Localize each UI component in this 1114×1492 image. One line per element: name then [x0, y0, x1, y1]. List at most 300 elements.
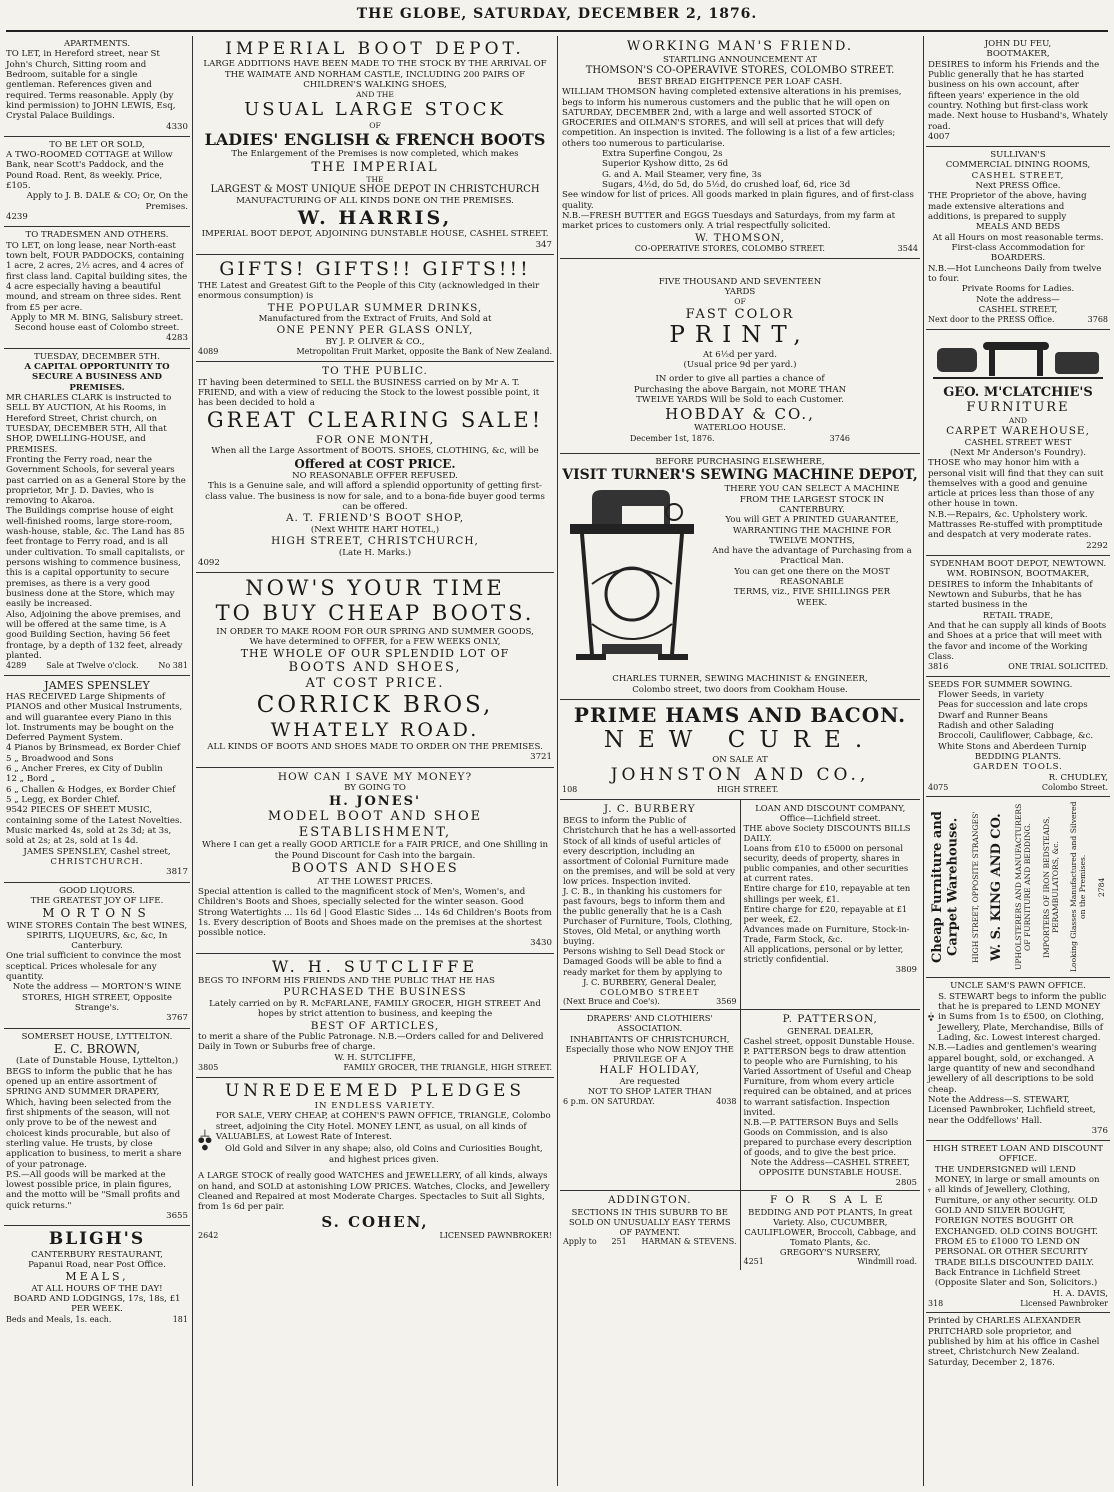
- on-sale: ON SALE AT: [712, 754, 768, 765]
- ad-body: IT having been determined to SELL the BUSINESS carried on by Mr A. T. FRIEND, and with a view of reducing the Stock to the lowest possible point, it has been decided to hold a: [198, 377, 540, 409]
- ad-body: When all the Large Assortment of BOOTS. SHOES, CLOTHING, &c, will be: [211, 446, 539, 457]
- ad-body: A LARGE STOCK of really good WATCHES and JEWELLERY, of all kinds, always on hand, and SOLD at astonishing LOW PRICES. Watches, Clocks, and Jewellery Cleaned and Repaired at most Moderate Charges. Spectacles to Suit all Sights, from 1s 6d per pair.: [198, 1171, 550, 1213]
- ad-number: 4075: [928, 782, 949, 792]
- ad-body: INHABITANTS OF CHRISTCHURCH, Especially those who NOW ENJOY THE PRIVILEGE OF A: [565, 1033, 734, 1064]
- ad-auction: [4, 349, 190, 676]
- ad-apply: Apply to J. B. DALE & CO; Or, On the Premises.: [26, 191, 188, 212]
- ad-date: December 1st, 1876.: [630, 433, 715, 443]
- ad-apartments: [4, 36, 190, 137]
- ad-body: This is a Genuine sale, and will afford a splendid opportunity of getting first-class value. The business is now for sale, and to a bona-fide buyer good terms can be offered.: [205, 481, 545, 512]
- ad-body: Manufactured from the Extract of Fruits, And Sold at: [258, 314, 492, 325]
- cohen-text: [216, 1111, 552, 1171]
- furniture: FURNITURE: [966, 400, 1070, 416]
- ad-hobday: [560, 259, 920, 454]
- ad-footer: [744, 1257, 918, 1267]
- ad-number: 3805: [198, 1063, 219, 1073]
- ad-number: 3816: [928, 662, 949, 672]
- ad-body: N.B.—P. PATTERSON Buys and Sells Goods on Commission, and is also prepared to purchase every description of goods, and to give the best price.: [743, 1116, 912, 1157]
- waterloo: WATERLOO HOUSE.: [694, 423, 786, 434]
- turner-text: [706, 484, 918, 674]
- ad-burbery: [560, 800, 740, 1010]
- ad-sub: COMMERCIAL DINING ROOMS,: [945, 160, 1091, 171]
- ad-heading: TO BUY CHEAP BOOTS.: [215, 601, 535, 626]
- jones-name: H. JONES': [329, 793, 421, 809]
- ad-next: Next door to the PRESS Office.: [928, 315, 1055, 325]
- turner-line: FROM THE LARGEST STOCK IN: [739, 494, 885, 505]
- ad-city: CHRISTCHURCH.: [50, 856, 144, 867]
- ad-spensley: [4, 676, 190, 883]
- ad-heading: SEEDS FOR SUMMER SOWING.: [928, 679, 1073, 690]
- ad-number: 3569: [716, 996, 737, 1006]
- new-cure: NEW CURE.: [603, 726, 877, 753]
- apply: Apply to: [563, 1237, 597, 1247]
- ad-heading: BLIGH'S: [48, 1229, 146, 1250]
- sewing-machine-icon: [562, 484, 702, 674]
- ad-footer: [198, 1063, 552, 1073]
- ad-number: 3430: [530, 938, 552, 949]
- ad-footer: [6, 1315, 188, 1325]
- ad-number: 2642: [198, 1230, 219, 1240]
- corrick-name: CORRICK BROS,: [256, 691, 494, 718]
- ad-street: HIGH STREET.: [717, 785, 779, 795]
- ad-heading: J. C. BURBERY: [603, 802, 696, 815]
- ad-heading: WM. ROBINSON, BOOTMAKER,: [946, 569, 1090, 580]
- ad-next: Next PRESS Office.: [975, 181, 1061, 192]
- the-imperial: THE IMPERIAL: [311, 159, 439, 175]
- ad-next: (Next Mr Anderson's Foundry).: [950, 447, 1086, 458]
- ad-heading: ADDINGTON.: [607, 1194, 692, 1207]
- ad-address: Papanui Road, near Post Office.: [28, 1260, 166, 1271]
- ad-address: Windmill road.: [857, 1257, 917, 1267]
- ad-heading: JAMES SPENSLEY: [44, 678, 150, 692]
- ad-sign: W. H. SUTCLIFFE,: [334, 1052, 416, 1063]
- ad-number: 3767: [166, 1013, 188, 1024]
- ad-hams: [560, 700, 920, 800]
- list-item: Peas for succession and late crops: [938, 700, 1088, 711]
- ad-address: Note the address — MORTON'S WINE STORES, HIGH STREET, Opposite Strange's.: [12, 982, 182, 1014]
- ad-ps: P.S.—All goods will be marked at the lowest possible price, in plain figures, and the motto will be "Small profits and quick returns.": [6, 1169, 181, 1211]
- usual-price: (Usual price 9d per yard.): [683, 360, 797, 371]
- ad-footer: [928, 315, 1108, 325]
- ad-number: 2805: [895, 1177, 917, 1188]
- tools: GARDEN TOOLS.: [973, 762, 1063, 773]
- ad-body: THOSE who may honor him with a personal visit will find that they can suit themselves with a good and genuine article at prices less than those of any other house in town.: [928, 458, 1104, 510]
- ad-footer: [563, 997, 737, 1007]
- column-4: [926, 36, 1110, 1486]
- ad-sullivan: [926, 147, 1110, 330]
- ad-heading: SULLIVAN'S: [990, 150, 1046, 161]
- ad-body: Entire charge for £20, repayable at £1 per week, £2.: [743, 903, 908, 924]
- ad-heading: A CAPITAL OPPORTUNITY TO SECURE A BUSINESS AND PREMISES.: [24, 362, 170, 393]
- ad-number: 318: [928, 1298, 944, 1308]
- ad-number: 4092: [198, 557, 220, 568]
- ad-footer: [630, 434, 850, 444]
- price: At 6½d per yard.: [702, 349, 778, 360]
- king-line: IMPORTERS OF IRON BEDSTEADS, PERAMBULATORS, &c.: [1041, 816, 1060, 959]
- ad-gifts: [196, 255, 554, 362]
- ad-late: (Late H. Marks.): [338, 547, 412, 558]
- line: YARDS: [724, 287, 756, 298]
- ad-liquors: [4, 883, 190, 1029]
- usual-stock: USUAL LARGE STOCK: [244, 99, 506, 121]
- ad-number: 108: [562, 785, 578, 795]
- ad-body: HAS RECEIVED Large Shipments of PIANOS and other Musical Instruments, and will guarantee every Piano in this lot. Instruments may be bought on the Deferred Payment System.: [6, 691, 183, 744]
- ad-sign: J. C. BURBERY, General Dealer,: [583, 976, 717, 987]
- before: BEFORE PURCHASING ELSEWHERE,: [655, 457, 825, 468]
- print: PRINT,: [669, 322, 811, 349]
- ad-apply: Apply to MR M. BING, Salisbury street. Second house east of Colombo street.: [10, 312, 184, 334]
- summer-drinks: THE POPULAR SUMMER DRINKS,: [267, 301, 483, 314]
- price-list: [562, 149, 918, 190]
- ad-street: COLOMBO STREET: [599, 986, 700, 997]
- ad-robinson: [926, 556, 1110, 677]
- ad-brown: [4, 1029, 190, 1227]
- ad-heading: P. PATTERSON,: [782, 1013, 878, 1026]
- ad-number: 4038: [716, 1096, 737, 1106]
- ad-footer: [928, 783, 1108, 793]
- lot-number: No 381: [158, 661, 188, 671]
- cohen-body: [198, 1111, 552, 1171]
- ad-sign: JAMES SPENSLEY, Cashel street,: [23, 846, 171, 857]
- split-row: [560, 1191, 920, 1270]
- ad-davis: [926, 1141, 1110, 1313]
- imprint: Printed by CHARLES ALEXANDER PRITCHARD sole proprietor, and published by him at his office in Cashel street, Christchurch New Zealand. Saturday, December 2, 1876.: [928, 1316, 1100, 1368]
- list-item: Extra Superfine Congou, 2s: [602, 149, 723, 160]
- ad-body: LARGE ADDITIONS HAVE BEEN MADE TO THE STOCK BY THE ARRIVAL OF THE WAIMATE AND NORHAM CASTLE, INCLUDING 200 PAIRS OF CHILDREN'S WALKING SHOES,: [203, 59, 547, 91]
- ad-number: 3746: [829, 433, 850, 443]
- ad-body: TO LET, in Hereford street, near St John's Church, Sitting room and Bedroom, suitable for a single gentleman. References given and required. Terms reasonable. Apply (by kind permission) to JOHN LEWIS, Esq, Crystal Palace Buildings.: [6, 49, 176, 122]
- ad-footer: [928, 662, 1108, 672]
- ad-chudley: [926, 677, 1110, 798]
- ad-address: IMPERIAL BOOT DEPOT, ADJOINING DUNSTABLE HOUSE, CASHEL STREET.: [201, 229, 549, 240]
- ad-number: 3809: [895, 964, 917, 975]
- ad-street: CASHEL STREET WEST: [964, 437, 1072, 448]
- no-refuse: NO REASONABLE OFFER REFUSED.: [292, 470, 458, 481]
- turner-line: WARRANTING THE MACHINE FOR: [732, 525, 892, 536]
- ad-nb: N.B.—Repairs, &c. Upholstery work. Mattrasses Re-stuffed with promptitude and despatch at very moderate rates.: [928, 509, 1103, 541]
- ad-address: CASHEL STREET,: [978, 304, 1058, 315]
- list-item: 5 „ Broadwood and Sons: [6, 753, 114, 764]
- ad-body: The Enlargement of the Premises is now completed, which makes: [231, 149, 519, 160]
- boots-shoes: BOOTS AND SHOES: [291, 861, 459, 876]
- turner-line: Practical Man.: [780, 556, 844, 567]
- trial: ONE TRIAL SOLICITED.: [1008, 662, 1108, 672]
- turner-line: You can get one there on the MOST REASONABLE: [734, 566, 890, 588]
- ad-footer: [562, 244, 918, 254]
- ad-number: 4239: [6, 212, 28, 222]
- ad-heading: TO BE LET OR SOLD,: [49, 139, 145, 150]
- ad-sign: R. CHUDLEY,: [1048, 772, 1108, 783]
- ad-body: TO LET, on long lease, near North-east town belt, FOUR PADDOCKS, containing 1 acre, 2 acres, 2½ acres, and 4 acres of first class land. Capital building sites, the 4 acre especially having a beautiful mound, and stream on three sides. Rent from £5 per acre.: [6, 240, 188, 313]
- davis-body: [928, 1165, 1108, 1289]
- turner-line: TWELVE MONTHS,: [769, 535, 855, 546]
- ad-street: HIGH STREET, CHRISTCHURCH,: [271, 535, 479, 548]
- turner-line: You will GET A PRINTED GUARANTEE,: [725, 515, 899, 526]
- list-item: Superior Kyshow ditto, 2s 6d: [602, 159, 729, 170]
- ad-number: 4289: [6, 661, 27, 671]
- purchased: PURCHASED THE BUSINESS: [283, 986, 467, 999]
- ad-heading: GIFTS! GIFTS!! GIFTS!!!: [219, 258, 531, 281]
- hobday-name: HOBDAY & CO.,: [665, 405, 815, 424]
- ad-sub: BOOTMAKER,: [986, 49, 1050, 60]
- ad-street: Colombo Street.: [1041, 782, 1108, 792]
- board: BOARD AND LODGINGS, 17s, 18s, £1 PER WEEK.: [13, 1293, 181, 1315]
- list-item: 4 Pianos by Brinsmead, ex Border Chief: [6, 743, 181, 754]
- split-row: [560, 800, 920, 1011]
- pawnbroker-balls-icon: [928, 992, 934, 1042]
- ad-body: The Buildings comprise house of eight well-finished rooms, large store-room, wash-house, stable, &c. The Land has 85 feet frontage to Ferry road, and is all under cultivation. To small capitalists, or persons wishing to commence business, this is a capital opportunity to secure premises, as there is a very good business done at the Store, which may easily be increased.: [6, 506, 185, 610]
- ad-street: CASHEL STREET,: [971, 170, 1065, 181]
- ad-place: SYDENHAM BOOT DEPOT, NEWTOWN.: [929, 559, 1107, 570]
- ad-number: 3544: [897, 244, 918, 254]
- ad-body: to merit a share of the Public Patronage. N.B.—Orders called for and Delivered Daily in Town or Suburbs free of charge.: [198, 1032, 544, 1053]
- retail: RETAIL TRADE,: [982, 610, 1054, 621]
- one-month: FOR ONE MONTH,: [316, 433, 434, 446]
- at-cost: AT COST PRICE.: [305, 676, 445, 692]
- turner-line: WEEK.: [796, 597, 828, 608]
- furniture-icon: [933, 336, 1103, 382]
- ad-heading: TO THE PUBLIC.: [322, 364, 428, 377]
- ad-cohen: [196, 1078, 554, 1245]
- ad-number: 251: [611, 1237, 627, 1247]
- ad-sign: GREGORY'S NURSERY,: [779, 1247, 881, 1258]
- ad-body: DESIRES to inform his Friends and the Public generally that he has started business on his own account, after fifteen years' experience in the old country. Nothing but first-class work made. Next house to Husband's, Whately road.: [928, 59, 1108, 132]
- half-holiday: HALF HOLIDAY,: [599, 1063, 701, 1076]
- ad-footer: [562, 785, 918, 795]
- ad-body: Also, Adjoining the above premises, and will be offered at the same time, is A good Building Section, having 56 feet frontage, by a depth of 132 feet, already planted.: [6, 609, 183, 661]
- turner-line: THERE YOU CAN SELECT A MACHINE: [724, 484, 900, 495]
- ad-heading: UNCLE SAM'S PAWN OFFICE.: [950, 981, 1086, 992]
- column-divider: [923, 36, 924, 1486]
- ad-let-or-sold: [4, 137, 190, 228]
- ad-body: Entire charge for £10, repayable at ten shillings per week, £1.: [743, 883, 911, 904]
- ad-body: And that he can supply all kinds of Boots and Shoes at a price that will meet with the favor and income of the Working Class.: [928, 620, 1107, 662]
- pawnbroker-balls-icon: [928, 1165, 931, 1215]
- ad-number: 3768: [1087, 315, 1108, 325]
- ad-heading: GOOD LIQUORS.: [59, 885, 135, 896]
- mortons: MORTONS: [42, 906, 152, 921]
- bedding: BEDDING PLANTS.: [974, 751, 1062, 762]
- ad-imperial: [196, 36, 554, 255]
- list-item: Sugars, 4½d, do 5d, do 5½d, do crushed loaf, 6d, rice 3d: [602, 180, 851, 191]
- ad-number: 347: [535, 239, 552, 250]
- ad-title: Licensed Pawnbroker: [1020, 1298, 1108, 1308]
- ad-footer-text: CO-OPERATIVE STORES, COLOMBO STREET.: [634, 244, 825, 254]
- ad-heading: HIGH STREET LOAN AND DISCOUNT OFFICE.: [933, 1144, 1103, 1165]
- boots-shoes: BOOTS AND SHOES,: [288, 660, 462, 676]
- ad-office: Office—Lichfield street.: [779, 812, 881, 823]
- masthead: THE GLOBE, SATURDAY, DECEMBER 2, 1876.: [356, 6, 758, 22]
- beds-meals: Beds and Meals, 1s. each.: [6, 1314, 112, 1324]
- ad-sub: (Late of Dunstable House, Lyttelton,): [15, 1056, 179, 1067]
- ad-next: (Next Bruce and Coe's).: [563, 996, 660, 1006]
- sale-time: Sale at Twelve o'clock.: [46, 661, 139, 671]
- ad-nb: N.B.—FRESH BUTTER and EGGS Tuesdays and Saturdays, from my farm at market prices to customers only. A trial respectfully solicited.: [562, 210, 896, 232]
- splendid-lot: THE WHOLE OF OUR SPLENDID LOT OF: [240, 647, 510, 661]
- ad-body: S. STEWART begs to inform the public that he is prepared to LEND MONEY in Sums from 1s to £500, on Clothing, Jewellery, Plate, Merchandise, Bills of Lading, &c. Lowest interest charged.: [938, 991, 1107, 1044]
- ad-note: Note the Address—S. STEWART, Licensed Pawnbroker, Lichfield street, near the Oddfellows' Hall.: [928, 1094, 1096, 1126]
- ad-sub: IN ENDLESS VARIETY.: [314, 1101, 436, 1112]
- ad-loan: [740, 800, 921, 1010]
- bread: BEST BREAD EIGHTPENCE PER LOAF CASH.: [637, 76, 843, 87]
- ad-nb: N.B.—Ladies and gentlemen's wearing apparel bought, sold, or exchanged. A large quantity of new and secondhand jewellery of all descriptions to be sold cheap.: [928, 1043, 1097, 1095]
- ad-body: Fronting the Ferry road, near the Government Schools, for several years past carried on as a General Store by the proprietor, Mr J. D. Davies, who is removing to Akaroa.: [6, 454, 186, 507]
- ad-footer: [198, 347, 552, 357]
- johnston-name: JOHNSTON AND CO.,: [610, 764, 870, 785]
- accommodation: First-class Accommodation for BOARDERS.: [951, 242, 1085, 264]
- ad-footer: [928, 1299, 1108, 1309]
- model-boot: MODEL BOOT AND SHOE ESTABLISHMENT,: [267, 809, 483, 840]
- ad-number: 2784: [1096, 877, 1106, 898]
- ad-sutcliffe: [196, 954, 554, 1078]
- ad-number: 4330: [166, 121, 188, 132]
- list-item: G. and A. Mail Steamer, very fine, 3s: [602, 169, 762, 180]
- ad-drapers: [560, 1010, 740, 1190]
- king-name: W. S. KING AND CO.: [989, 813, 1005, 962]
- ad-body: Persons wishing to Sell Dead Stock or Damaged Goods will be able to find a ready market for them by applying to: [563, 946, 725, 977]
- ad-paterson: [740, 1010, 921, 1190]
- ad-stewart: [926, 978, 1110, 1141]
- shop-name: A. T. FRIEND'S BOOT SHOP,: [285, 512, 465, 525]
- ad-heading: UNREDEEMED PLEDGES: [224, 1080, 526, 1101]
- ad-heading: E. C. BROWN,: [53, 1041, 141, 1056]
- ad-addington: [560, 1191, 740, 1270]
- ad-body: THE Proprietor of the above, having made extensive alterations and additions, is prepared to supply: [928, 191, 1087, 222]
- by-going: BY GOING TO: [344, 783, 406, 794]
- ad-body: See window for list of prices. All goods marked in plain figures, and of first-class quality.: [562, 190, 914, 211]
- ad-body: THE Latest and Greatest Gift to the People of this City (acknowledged in their enormous consumption) is: [198, 280, 540, 302]
- cohen-name: S. COHEN,: [321, 1212, 429, 1231]
- ad-dufeu: [926, 36, 1110, 147]
- ad-tradesmen: [4, 227, 190, 348]
- ad-body: BEGS TO INFORM HIS FRIENDS AND THE PUBLIC THAT HE HAS: [198, 975, 495, 986]
- not-later: NOT TO SHOP LATER THAN: [587, 1086, 712, 1097]
- best-articles: BEST OF ARTICLES,: [310, 1019, 440, 1032]
- ad-footer-text: FAMILY GROCER, THE TRIANGLE, HIGH STREET.: [343, 1063, 552, 1073]
- lowest-prices: AT THE LOWEST PRICES.: [317, 876, 433, 887]
- ladies-boots: LADIES' ENGLISH & FRENCH BOOTS: [204, 130, 546, 150]
- ad-sign: H. A. DAVIS,: [1052, 1288, 1108, 1299]
- ad-number: 4089: [198, 347, 219, 357]
- ad-date: TUESDAY, DECEMBER 5TH.: [34, 351, 160, 362]
- ad-sub: THE GREATEST JOY OF LIFE.: [30, 895, 164, 906]
- ad-body: A TWO-ROOMED COTTAGE at Willow Bank, near Scott's Paddock, and the Pound Road. Rent, 8s weekly. Price, £105.: [6, 150, 173, 192]
- column-3: [560, 36, 920, 1486]
- furniture-illustration: [928, 336, 1108, 382]
- clearing-sale: GREAT CLEARING SALE!: [206, 408, 544, 433]
- list-item: Flower Seeds, in variety: [938, 690, 1044, 701]
- turner-body: [562, 484, 918, 674]
- ad-number: 3655: [166, 1211, 188, 1222]
- ad-nb: N.B.—Hot Luncheons Daily from twelve to four.: [928, 263, 1102, 284]
- ad-the: THE: [366, 175, 384, 185]
- private: Private Rooms for Ladies.: [961, 284, 1075, 295]
- time: 6 p.m. ON SATURDAY.: [563, 1096, 655, 1106]
- king-line: Cheap Furniture and Carpet Warehouse.: [930, 811, 961, 964]
- ad-footer: [198, 1231, 552, 1241]
- sheet-music: 9542 PIECES OF SHEET MUSIC, containing some of the Latest Novelties. Music marked 4s, sold at 2s 3d; at 3s, sold at 2s; at 2s, sold at 1s 4d.: [6, 805, 183, 847]
- turner-line: TERMS, viz., FIVE SHILLINGS PER: [733, 587, 891, 598]
- ad-body: Advances made on Furniture, Stock-in-Trade, Farm Stock, &c.: [743, 923, 910, 944]
- ad-sign: HARMAN & STEVENS.: [641, 1237, 737, 1247]
- ad-king: [926, 797, 1110, 978]
- ad-body: All applications, personal or by letter, strictly confidential.: [743, 943, 904, 964]
- ad-heading: IMPERIAL BOOT DEPOT.: [225, 39, 525, 59]
- requested: Are requested: [619, 1076, 680, 1087]
- ad-footer: [563, 1237, 737, 1247]
- ad-body: THE above Society DISCOUNTS BILLS DAILY.: [743, 822, 911, 844]
- ad-body: WINE STORES Contain The best WINES, SPIRITS, LIQUEURS, &c, &c, In Canterbury.: [6, 920, 188, 952]
- list-item: Dwarf and Runner Beans: [938, 710, 1048, 721]
- ad-heading: LOAN AND DISCOUNT COMPANY,: [755, 802, 906, 813]
- ad-friend: [196, 362, 554, 573]
- ad-heading: FOR SALE: [769, 1194, 891, 1207]
- ad-heading: VISIT TURNER'S SEWING MACHINE DEPOT,: [562, 467, 918, 484]
- ad-heading: PRIME HAMS AND BACON.: [573, 702, 907, 727]
- list-item: Broccoli, Cauliflower, Cabbage, &c.: [938, 731, 1094, 742]
- stores: THOMSON'S CO-OPERAVIVE STORES, COLOMBO STREET.: [585, 64, 895, 76]
- column-1: [4, 36, 190, 1486]
- ad-sign: CHARLES TURNER, SEWING MACHINIST & ENGINEER,: [612, 674, 868, 685]
- meals: MEALS,: [65, 1270, 129, 1284]
- ad-body: We have determined to OFFER, for a FEW WEEKS ONLY,: [249, 636, 501, 647]
- ad-bligh: [4, 1226, 190, 1328]
- line: FIVE THOUSAND AND SEVENTEEN: [658, 276, 822, 287]
- ad-body: SECTIONS IN THIS SUBURB TO BE SOLD ON UNUSUALLY EASY TERMS OF PAYMENT.: [568, 1206, 731, 1237]
- turner-line: CANTERBURY.: [779, 504, 845, 515]
- ad-sign: W. THOMSON,: [695, 231, 785, 244]
- ad-footer: [6, 661, 188, 671]
- ad-body: DESIRES to inform the Inhabitants of Newtown and Suburbs, that he has started business in the: [928, 579, 1093, 611]
- ad-heading: HOW CAN I SAVE MY MONEY?: [277, 770, 473, 783]
- ad-body: FOR SALE, VERY CHEAP, at COHEN'S PAWN OFFICE, TRIANGLE, Colombo street, adjoining the City Hotel. MONEY LENT, as usual, on all kinds of VALUABLES, at Lowest Rate of Interest.: [215, 1111, 551, 1142]
- line: OF: [734, 297, 746, 307]
- piano-list: [6, 743, 188, 805]
- hours: At all Hours on most reasonable terms.: [932, 232, 1104, 243]
- ad-body: Lately carried on by R. McFARLANE, FAMILY GROCER, HIGH STREET And hopes by strict attention to business, and keeping the: [209, 998, 541, 1020]
- ad-note: Note the address—: [976, 294, 1060, 305]
- ad-body: Old Gold and Silver in any shape; also, old Coins and Curiosities Bought, and highest prices given.: [225, 1144, 543, 1165]
- ad-body: IN ORDER TO MAKE ROOM FOR OUR SPRING AND SUMMER GOODS,: [216, 626, 534, 637]
- harris-name: W. HARRIS,: [297, 206, 453, 229]
- ad-heading: GEO. M'CLATCHIE'S: [943, 384, 1093, 400]
- ad-body: J. C. B., in thanking his customers for past favours, begs to inform them and the public generally that he is a Cash Purchaser of Furniture, Tools, Clothing, Stoves, Old Metal, or anything worth buying.: [563, 885, 733, 947]
- ad-and: AND: [1008, 415, 1028, 425]
- fast-color: FAST COLOR: [685, 306, 795, 322]
- ad-number: 376: [1091, 1125, 1108, 1136]
- ad-mclatchie: [926, 330, 1110, 556]
- ad-sub: STARTLING ANNOUNCEMENT AT: [662, 54, 818, 65]
- ad-address: Cashel street, opposit Dunstable House.: [743, 1036, 915, 1047]
- ad-footer: [563, 1097, 737, 1107]
- ad-address: Colombo street, two doors from Cookham House.: [632, 684, 848, 695]
- ad-address: Metropolitan Fruit Market, opposite the Bank of New Zealand.: [296, 347, 552, 357]
- king-line: Looking Glasses Manufactured and Silvered on the Premises.: [1069, 802, 1088, 973]
- carpet: CARPET WAREHOUSE,: [946, 425, 1090, 438]
- list-item: 6 „ Ancher Freres, ex City of Dublin: [6, 764, 163, 775]
- ad-of: OF: [369, 121, 381, 131]
- ad-body: IN order to give all parties a chance of Purchasing the above Bargain, not MORE THAN TWELVE YARDS Will be Sold to each Customer.: [633, 374, 847, 405]
- ad-heading: JOHN DU FEU,: [984, 39, 1052, 49]
- ad-body: WILLIAM THOMSON having completed extensive alterations in his premises, begs to inform his numerous customers and the public that he will open on SATURDAY, DECEMBER 2nd, with a large and well assorted STOCK of GROCERIES and OILMAN'S STORES, and will sell at prices that will defy competition. An inspection is invited. The following is a list of a few articles; others too numerous to particularise.: [562, 87, 902, 149]
- ad-number: 4283: [166, 333, 188, 344]
- ad-heading: TO TRADESMEN AND OTHERS.: [25, 230, 169, 241]
- ad-number: 4007: [928, 131, 950, 142]
- ad-body: THE UNDERSIGNED will LEND MONEY, in large or small amounts on all kinds of Jewellery, Clothing, Furniture, or any other security. OLD GOLD AND SILVER BOUGHT, FOREIGN NOTES BOUGHT OR EXCHANGED. OLD COINS BOUGHT. FROM £5 to £1000 TO LEND ON PERSONAL OR OTHER SECURITY TRADE BILLS DISCOUNTED DAILY. Back Entrance in Lichfield Street (Opposite Slater and Son, Solicitors.): [934, 1164, 1100, 1289]
- ad-number: 3817: [166, 867, 188, 878]
- list-item: Radish and other Salading: [938, 721, 1054, 732]
- hours: AT ALL HOURS OF THE DAY!: [31, 1283, 163, 1294]
